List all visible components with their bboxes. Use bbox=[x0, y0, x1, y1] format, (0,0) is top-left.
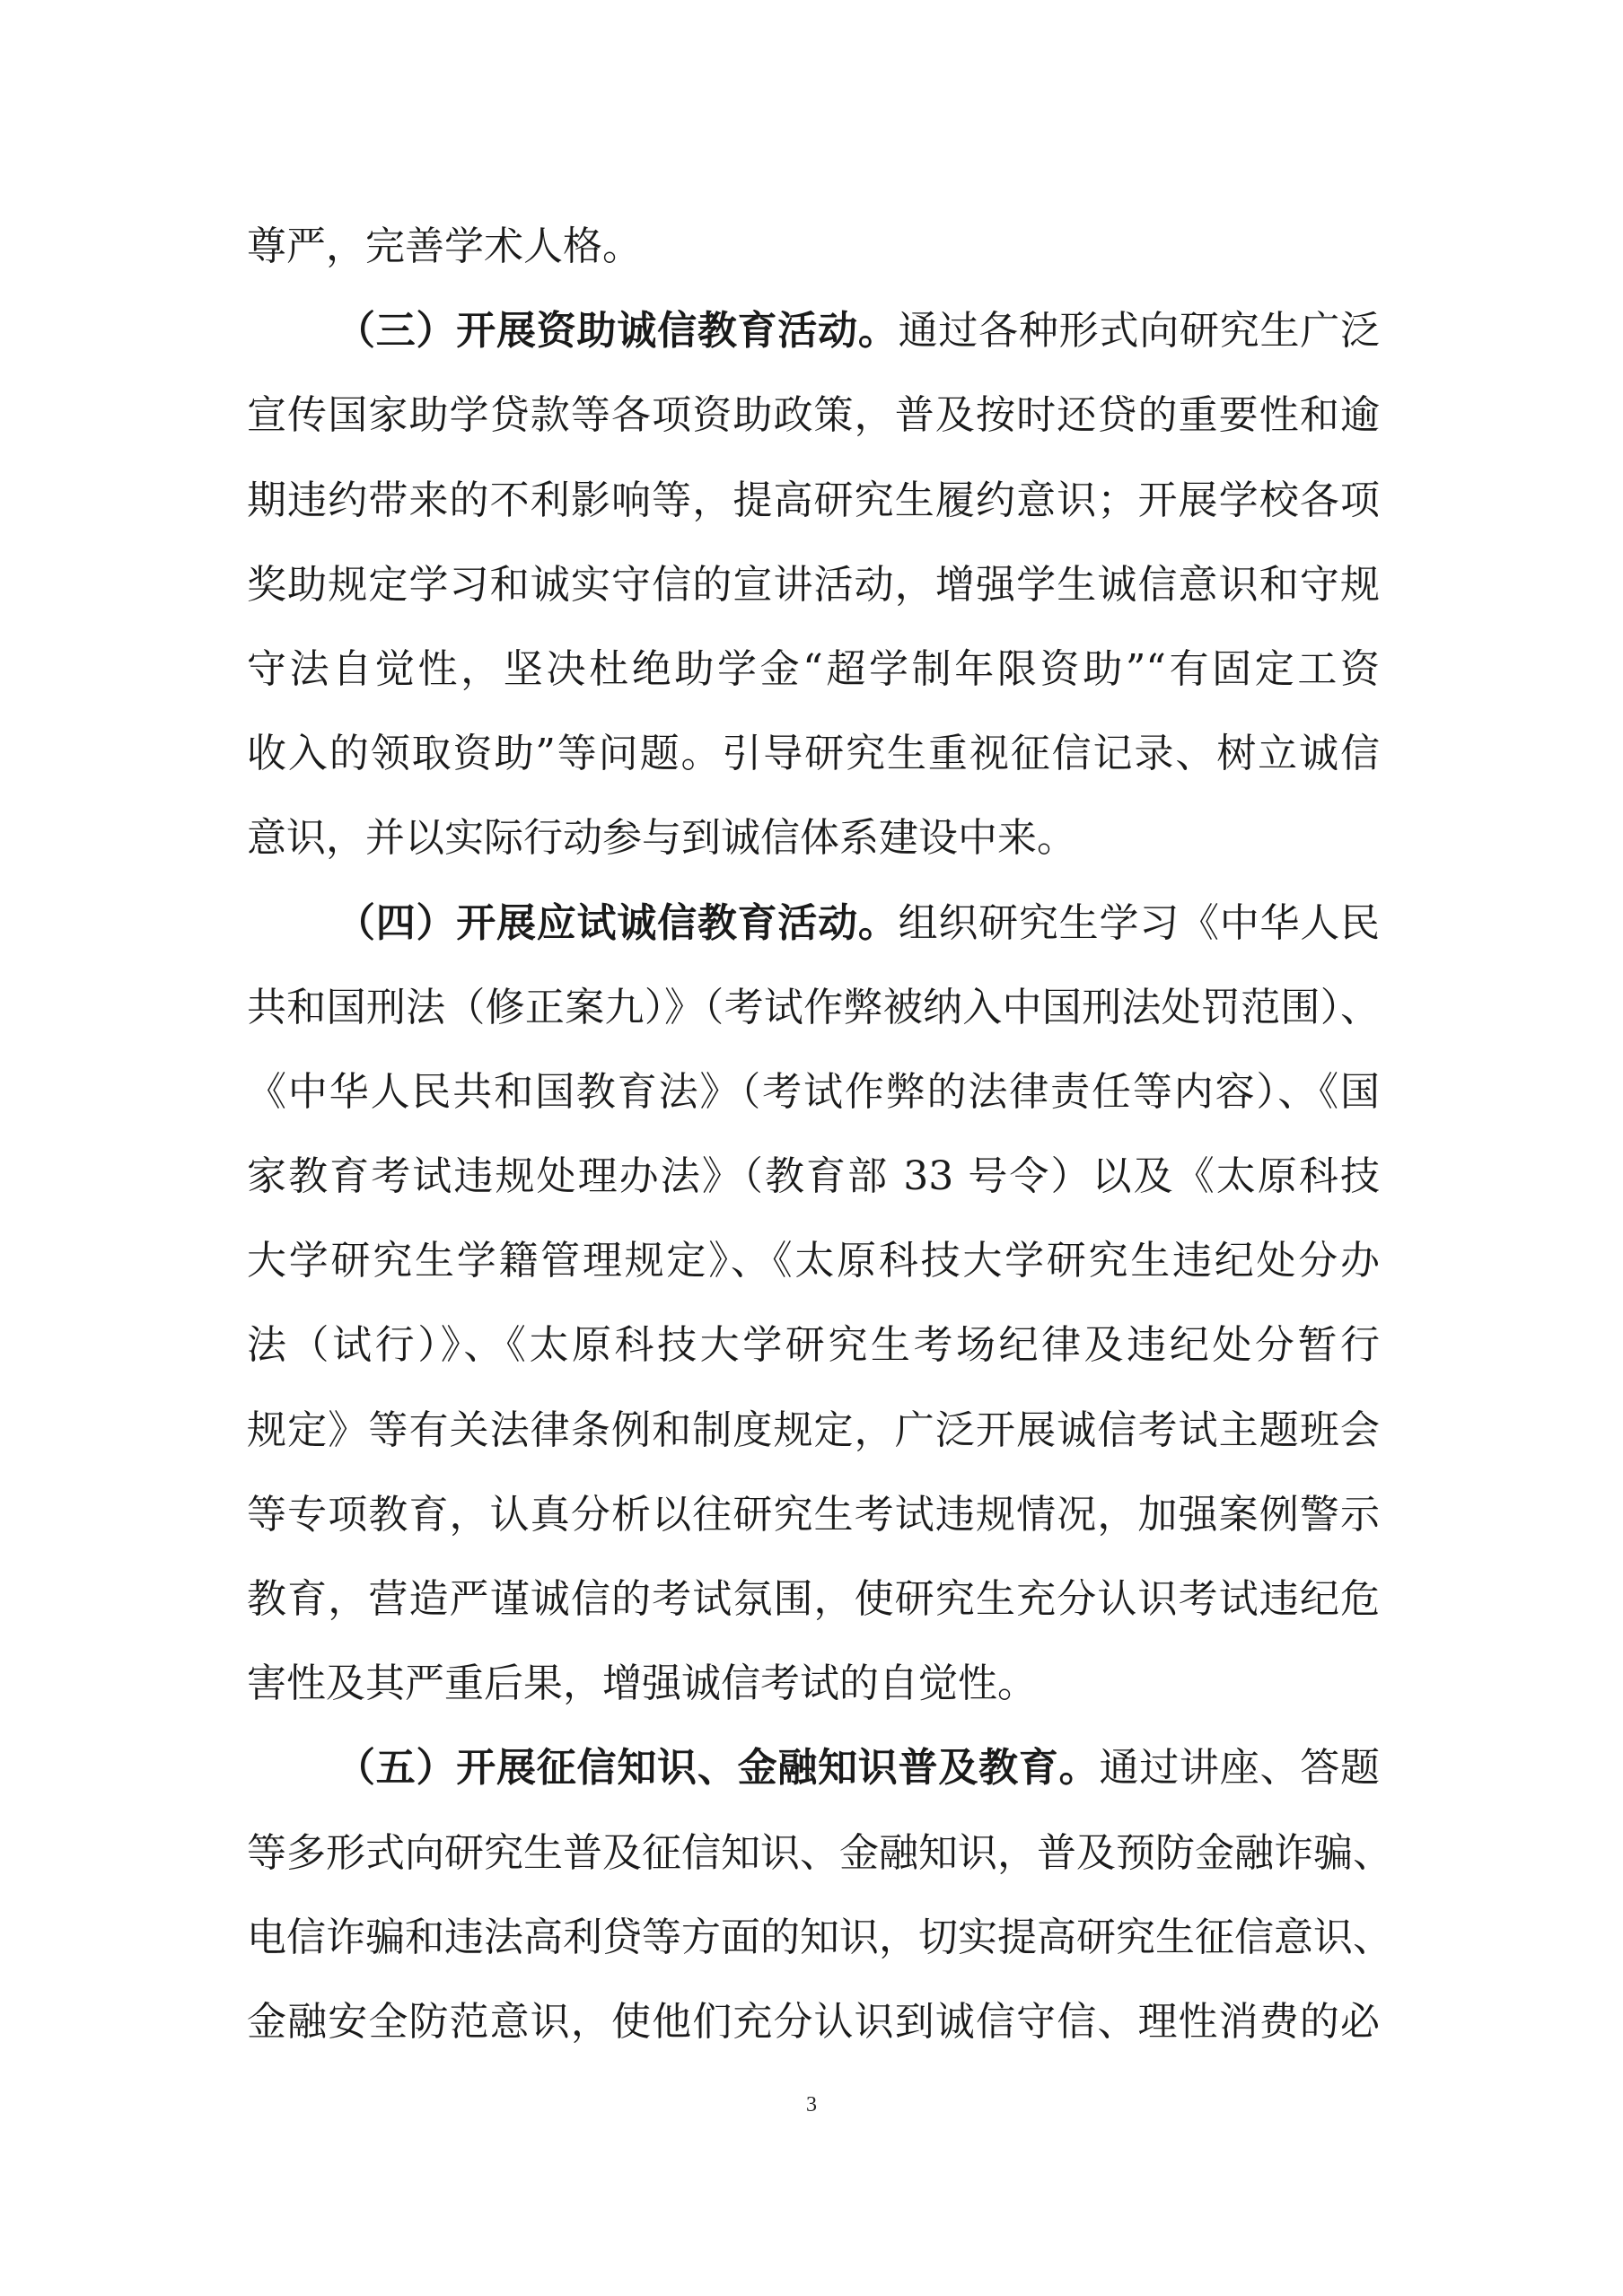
text-line: 等多形式向研究生普及征信知识、金融知识，普及预防金融诈骗、 bbox=[247, 1829, 1392, 1876]
section-heading-3-text: 通过各种形式向研究生广泛 bbox=[898, 308, 1380, 355]
text-line: 害性及其严重后果，增强诚信考试的自觉性。 bbox=[247, 1661, 1037, 1707]
text-line: 家教育考试违规处理办法》（教育部 33 号令）以及《太原科技 bbox=[247, 1153, 1380, 1200]
text-line: 守法自觉性，坚决杜绝助学金“超学制年限资助”“有固定工资 bbox=[247, 645, 1380, 692]
text-line: 奖助规定学习和诚实守信的宣讲活动，增强学生诚信意识和守规 bbox=[247, 561, 1380, 608]
page-number: 3 bbox=[806, 2093, 817, 2116]
section-heading-line bbox=[247, 881, 1380, 966]
section-heading-line bbox=[247, 1726, 1380, 1810]
section-heading-line bbox=[247, 289, 1380, 373]
section-heading-5-text: 通过讲座、答题 bbox=[1099, 1745, 1381, 1792]
text-line: 规定》等有关法律条例和制度规定，广泛开展诚信考试主题班会 bbox=[247, 1407, 1380, 1453]
text-line: 《中华人民共和国教育法》（考试作弊的法律责任等内容）、《国 bbox=[247, 1068, 1380, 1115]
text-line: 共和国刑法（修正案九）》（考试作弊被纳入中国刑法处罚范围）、 bbox=[247, 984, 1380, 1030]
text-line: 金融安全防范意识，使他们充分认识到诚信守信、理性消费的必 bbox=[247, 1998, 1380, 2045]
text-line: 期违约带来的不利影响等，提高研究生履约意识；开展学校各项 bbox=[247, 477, 1380, 523]
body-text bbox=[247, 205, 1392, 2064]
text-line: 收入的领取资助”等问题。引导研究生重视征信记录、树立诚信 bbox=[247, 731, 1380, 777]
text-line: 教育，营造严谨诚信的考试氛围，使研究生充分认识考试违纪危 bbox=[247, 1576, 1380, 1622]
text-line: 法（试行）》、《太原科技大学研究生考场纪律及违纪处分暂行 bbox=[247, 1322, 1380, 1369]
section-heading-3: （三）开展资助诚信教育活动。 bbox=[336, 308, 899, 355]
section-heading-5: （五）开展征信知识、金融知识普及教育。 bbox=[336, 1745, 1100, 1792]
section-heading-4-text: 组织研究生学习《中华人民 bbox=[898, 899, 1380, 946]
text-line: 等专项教育，认真分析以往研究生考试违规情况，加强案例警示 bbox=[247, 1491, 1380, 1538]
text-line: 宣传国家助学贷款等各项资助政策，普及按时还贷的重要性和逾 bbox=[247, 392, 1380, 439]
text-line: 意识，并以实际行动参与到诚信体系建设中来。 bbox=[247, 815, 1076, 862]
text-line: 电信诈骗和违法高利贷等方面的知识，切实提高研究生征信意识、 bbox=[247, 1914, 1392, 1960]
text-line: 尊严，完善学术人格。 bbox=[247, 223, 642, 269]
text-line: 大学研究生学籍管理规定》、《太原科技大学研究生违纪处分办 bbox=[247, 1238, 1380, 1284]
section-heading-4: （四）开展应试诚信教育活动。 bbox=[336, 899, 899, 946]
